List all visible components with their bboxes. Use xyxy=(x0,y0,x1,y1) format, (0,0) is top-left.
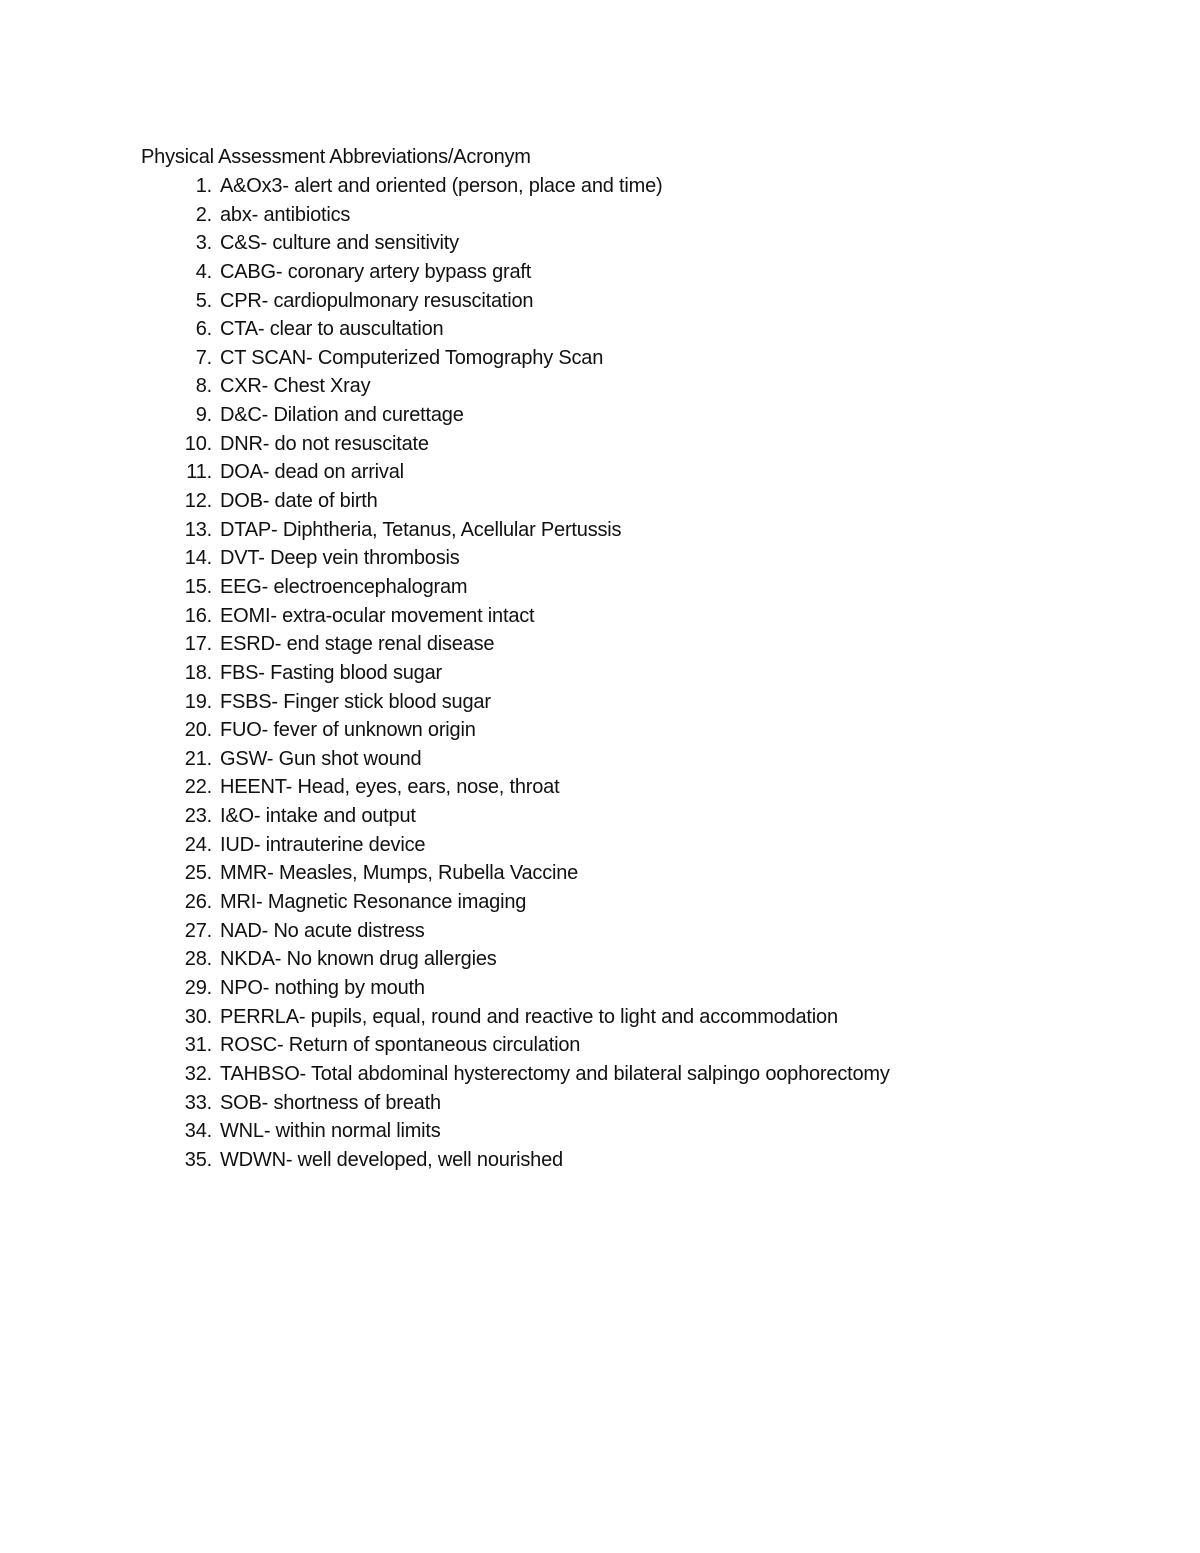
list-item xyxy=(141,859,890,888)
item-number: 34. xyxy=(184,1120,212,1143)
item-text: PERRLA- pupils, equal, round and reactive to light and accommodation xyxy=(220,1005,838,1028)
list-item xyxy=(141,487,890,516)
item-text: DTAP- Diphtheria, Tetanus, Acellular Pertussis xyxy=(220,518,622,541)
item-number: 24. xyxy=(184,833,212,856)
list-item xyxy=(141,229,890,258)
item-text: FBS- Fasting blood sugar xyxy=(220,661,442,684)
list-item xyxy=(141,1003,890,1032)
item-text: MMR- Measles, Mumps, Rubella Vaccine xyxy=(220,862,579,885)
item-number: 18. xyxy=(184,661,212,684)
item-text: TAHBSO- Total abdominal hysterectomy and bilateral salpingo oophorectomy xyxy=(220,1062,890,1085)
list-item xyxy=(141,344,890,373)
item-number: 32. xyxy=(184,1062,212,1085)
list-item xyxy=(141,315,890,344)
list-item xyxy=(141,1146,890,1175)
list-item xyxy=(141,945,890,974)
item-text: ESRD- end stage renal disease xyxy=(220,633,495,656)
item-number: 25. xyxy=(184,862,212,885)
item-text: CPR- cardiopulmonary resuscitation xyxy=(220,289,534,312)
item-number: 3. xyxy=(195,232,212,255)
list-item xyxy=(141,458,890,487)
list-item xyxy=(141,172,890,201)
list-item xyxy=(141,602,890,631)
item-text: abx- antibiotics xyxy=(220,203,351,226)
item-text: CT SCAN- Computerized Tomography Scan xyxy=(220,346,604,369)
list-item xyxy=(141,430,890,459)
list-item xyxy=(141,1031,890,1060)
item-number: 20. xyxy=(184,719,212,742)
item-number: 6. xyxy=(195,318,212,341)
item-number: 16. xyxy=(184,604,212,627)
item-text: EEG- electroencephalogram xyxy=(220,575,468,598)
item-number: 8. xyxy=(195,375,212,398)
list-item xyxy=(141,630,890,659)
item-text: IUD- intrauterine device xyxy=(220,833,426,856)
list-item xyxy=(141,659,890,688)
list-item xyxy=(141,888,890,917)
item-text: A&Ox3- alert and oriented (person, place and time) xyxy=(220,175,663,197)
list-item xyxy=(141,716,890,745)
item-number: 2. xyxy=(195,203,212,226)
item-number: 27. xyxy=(184,919,212,942)
item-text: FSBS- Finger stick blood sugar xyxy=(220,690,491,713)
item-text: HEENT- Head, eyes, ears, nose, throat xyxy=(220,776,560,799)
item-text: EOMI- extra-ocular movement intact xyxy=(220,604,535,627)
item-number: 13. xyxy=(184,518,212,541)
list-item xyxy=(141,544,890,573)
item-number: 33. xyxy=(184,1091,212,1114)
item-text: WDWN- well developed, well nourished xyxy=(220,1148,563,1171)
item-text: CABG- coronary artery bypass graft xyxy=(220,260,532,283)
item-text: CXR- Chest Xray xyxy=(220,375,371,398)
item-text: SOB- shortness of breath xyxy=(220,1091,441,1114)
document-title: Physical Assessment Abbreviations/Acronym xyxy=(141,146,531,168)
list-item xyxy=(141,516,890,545)
item-text: DOB- date of birth xyxy=(220,490,378,513)
item-number: 26. xyxy=(184,891,212,914)
list-item xyxy=(141,773,890,802)
list-item xyxy=(141,1117,890,1146)
item-number: 10. xyxy=(184,432,212,455)
item-text: MRI- Magnetic Resonance imaging xyxy=(220,891,527,914)
item-number: 21. xyxy=(184,747,212,770)
list-item xyxy=(141,688,890,717)
abbreviation-list xyxy=(141,172,890,1174)
item-text: NKDA- No known drug allergies xyxy=(220,948,497,971)
item-text: FUO- fever of unknown origin xyxy=(220,719,476,742)
list-item xyxy=(141,287,890,316)
item-text: WNL- within normal limits xyxy=(220,1120,441,1143)
list-item xyxy=(141,917,890,946)
item-number: 22. xyxy=(184,776,212,799)
item-number: 31. xyxy=(184,1034,212,1057)
list-item xyxy=(141,802,890,831)
item-number: 14. xyxy=(184,547,212,570)
item-text: C&S- culture and sensitivity xyxy=(220,232,459,255)
item-text: D&C- Dilation and curettage xyxy=(220,404,464,427)
item-number: 17. xyxy=(184,633,212,656)
list-item xyxy=(141,745,890,774)
item-number: 15. xyxy=(184,575,212,598)
list-item xyxy=(141,1089,890,1118)
item-number: 30. xyxy=(184,1005,212,1028)
list-item xyxy=(141,372,890,401)
item-number: 29. xyxy=(184,976,212,999)
item-number: 12. xyxy=(184,490,212,513)
item-number: 5. xyxy=(195,289,212,312)
item-text: ROSC- Return of spontaneous circulation xyxy=(220,1034,581,1057)
list-item xyxy=(141,258,890,287)
item-text: NPO- nothing by mouth xyxy=(220,976,425,999)
item-number: 4. xyxy=(195,260,212,283)
list-item xyxy=(141,201,890,230)
item-text: GSW- Gun shot wound xyxy=(220,747,422,770)
item-number: 7. xyxy=(195,346,212,369)
item-text: DOA- dead on arrival xyxy=(220,461,404,484)
item-number: 11. xyxy=(186,461,212,484)
item-number: 23. xyxy=(184,805,212,828)
item-text: I&O- intake and output xyxy=(220,805,416,828)
list-item xyxy=(141,573,890,602)
list-item xyxy=(141,974,890,1003)
item-number: 28. xyxy=(184,948,212,971)
list-item xyxy=(141,831,890,860)
item-text: DNR- do not resuscitate xyxy=(220,432,429,455)
item-number: 9. xyxy=(195,404,212,427)
list-item xyxy=(141,1060,890,1089)
list-item xyxy=(141,401,890,430)
item-text: DVT- Deep vein thrombosis xyxy=(220,547,460,570)
item-number: 19. xyxy=(184,690,212,713)
item-text: CTA- clear to auscultation xyxy=(220,318,444,341)
item-text: NAD- No acute distress xyxy=(220,919,425,942)
item-number: 35. xyxy=(184,1148,212,1171)
item-number: 1. xyxy=(195,175,212,197)
